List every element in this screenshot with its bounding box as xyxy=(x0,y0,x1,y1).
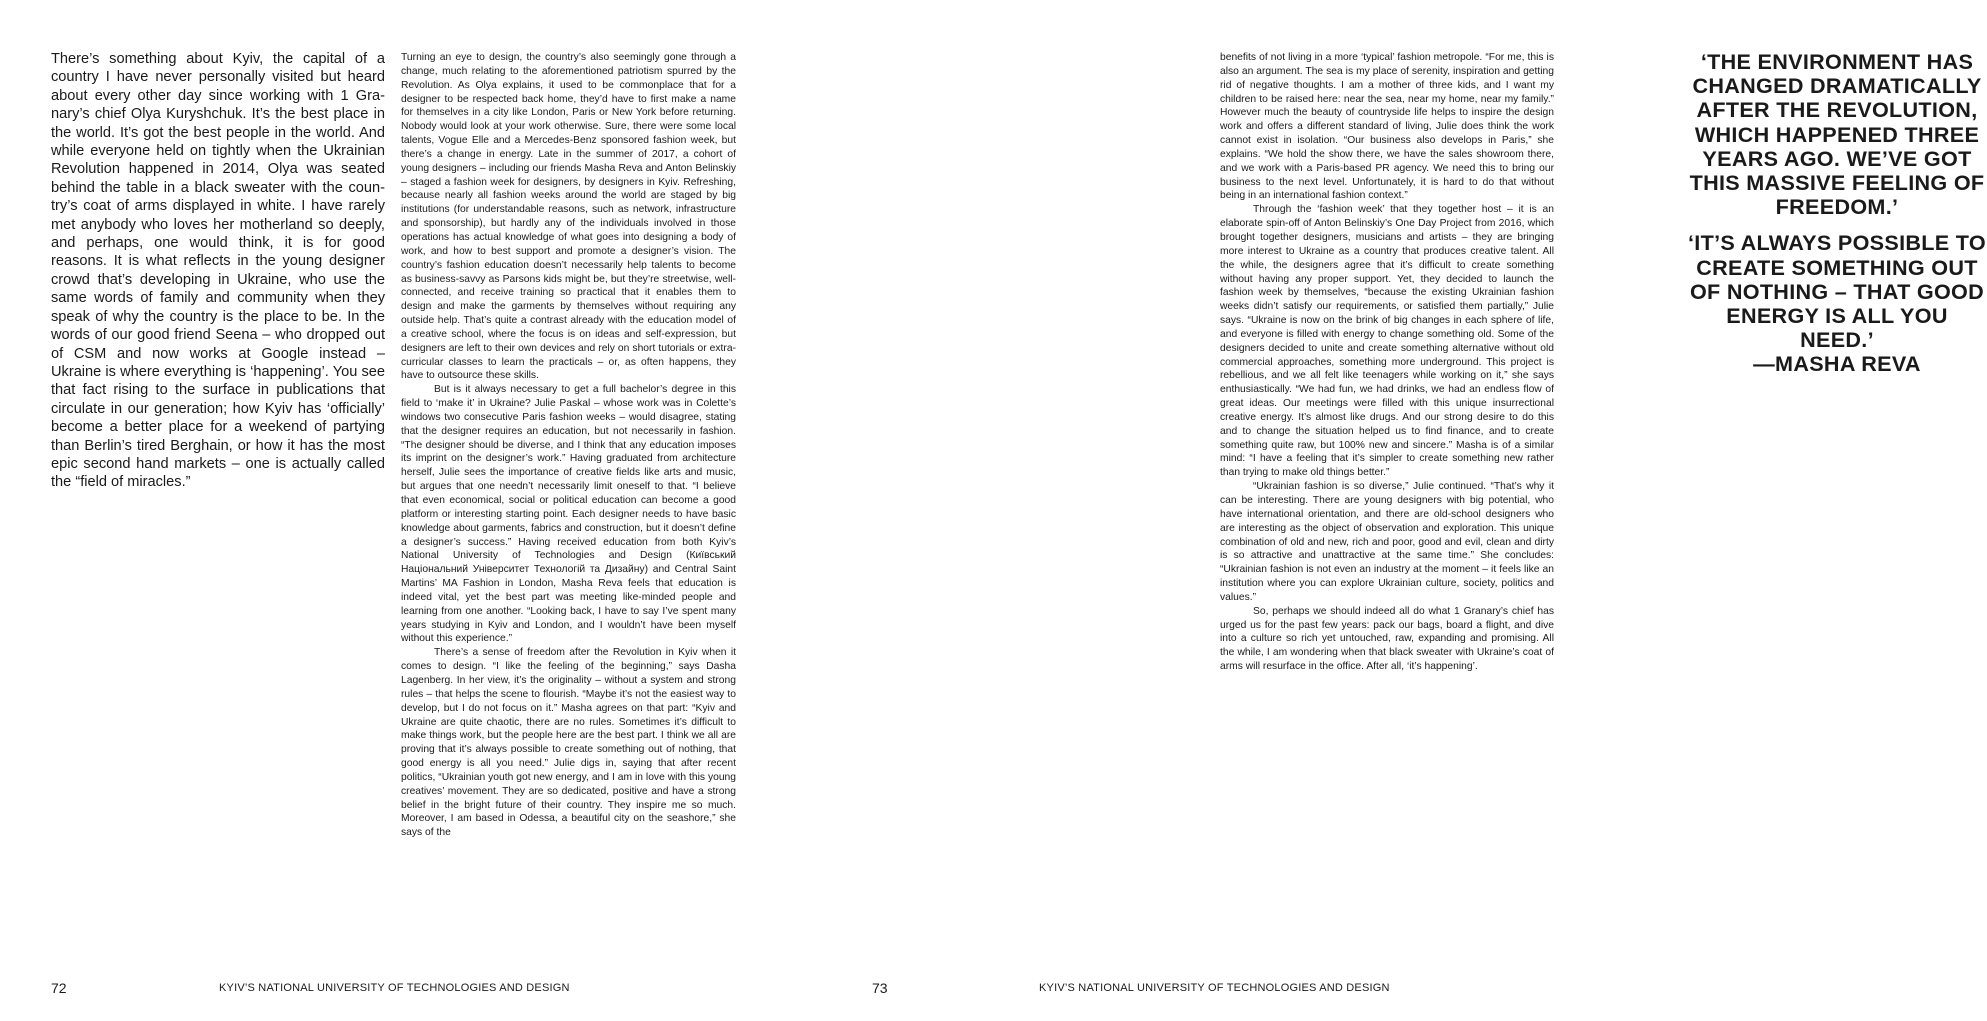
pullquote-1: ‘THE ENVIRONMENT HAS CHANGED DRAMATICALLY AFTER THE REVOLUTION, WHICH HAPPENED THREE YEARS AGO. WE’VE GOT THIS MASSIVE FEELING OF FREEDOM.’ xyxy=(1689,49,1985,220)
body-paragraph: There’s a sense of freedom after the Revolution in Kyiv when it comes to design. “I like the feeling of the beginning,” says Dasha Lagenberg. In her view, it’s the originality – without a system and strong rules – that helps the scene to flourish. “Maybe it’s not the easiest way to develop, but I do not focus on it.” Masha agrees on that part: “Kyiv and Ukraine are quite chaotic, there are no rules. Sometimes it’s difficult to make things work, but the people here are the best part. I think we all are proving that it’s always possible to create something out of nothing, that good energy is all you need.” Julie digs in, saying that after recent politics, “Ukrainian youth got new energy, and I am in love with this young creatives’ movement. They are so dedicated, positive and have a strong belief in the bright future of their country. They inspire me so much. Moreover, I am based in Odessa, a beautiful city on the seashore,” she says of the xyxy=(401,647,736,839)
running-head: KYIV’S NATIONAL UNIVERSITY OF TECHNOLOGIES AND DESIGN xyxy=(219,982,570,994)
body-paragraph: But is it always necessary to get a full bachelor’s degree in this field to ‘make it’ in Ukraine? Julie Paskal – whose work was in Colette’s windows two consecutive Paris fashion weeks – would disagree, stating that the designer requires an education, but not necessarily in fashion. “The designer should be diverse, and I think that any education imposes its imprint on the designer’s work.” Having graduated from architecture herself, Julie sees the importance of creative fields like arts and music, but argues that one needn’t necessarily limit oneself to that. “I believe that even economical, social or political education can become a good platform or interesting starting point. Each designer needs to have basic knowledge about garments, fabrics and construction, but it doesn’t define a designer’s success.” Having received education from both Kyiv’s National University of Technologies and Design (Київський Національний Університет Технологій та Дизайну) and Central Saint Martins’ MA Fashion in London, Masha Reva feels that education is indeed vital, yet the best part was meeting like-minded people and learning from one another. “Looking back, I have to say I’ve spent many years studying in Kyiv and London, and I wouldn’t have been myself without this experience.” xyxy=(401,384,736,645)
page-number: 73 xyxy=(872,980,888,996)
pullquote-2: ‘IT’S ALWAYS POSSIBLE TO CREATE SOMETHING OUT OF NOTHING – THAT GOOD ENERGY IS ALL YOU NEED.’ xyxy=(1688,230,1986,353)
body-paragraph: “Ukrainian fashion is so diverse,” Julie continued. “That’s why it can be interesting. There are young designers with big potential, who have international orientation, and there are old-school designers who are interesting as the object of observation and exploration. This unique combination of old and new, rich and poor, good and evil, clean and dirty is so attractive and unattractive at the same time.” She concludes: “Ukrainian fashion is not even an industry at the moment – it feels like an institution where you can explore Ukrainian culture, society, politics and values.” xyxy=(1220,481,1554,603)
body-column-right xyxy=(1220,51,1554,674)
body-paragraph: benefits of not living in a more ‘typical’ fashion metropole. “For me, this is also an argument. The sea is my place of serenity, inspiration and getting rid of negative thoughts. I am a mother of three kids, and I want my children to be raised here: near the sea, near my home, near my family.” However much the beauty of countryside life helps to inspire the design work and offers a different standard of living, Julie does think the work cannot exist in isolation. “Our business also develops in Paris,” she explains. “We hold the show there, we have the sales showroom there, and we work with a Paris-based PR agency. We need this to bring our business to the next level. Unfortunately, it is hard to do that without being in an international fashion context.” xyxy=(1220,52,1554,202)
running-head: KYIV’S NATIONAL UNIVERSITY OF TECHNOLOGIES AND DESIGN xyxy=(1039,982,1390,994)
pullquotes xyxy=(1687,50,1987,377)
body-column-left xyxy=(401,51,736,840)
body-paragraph: Through the ‘fashion week’ that they together host – it is an elaborate spin-off of Anton Belinskiy’s One Day Project from 2016, which brought together designers, musicians and artists – they are bringing more interest to Ukraine as a country that produces creative talent. All the while, the designers agree that it’s difficult to create something without having any proper support. Yet, they decided to launch the fashion week by themselves, “because the existing Ukrainian fashion weeks didn’t satisfy our requirements, or satisfied them partially,” Julie says. “Ukraine is now on the brink of big changes in each sphere of life, and everyone is filled with energy to change something old. Some of the designers decided to unite and create something alternative without old commercial approaches, something more underground. This project is rebellious, and we all felt like teenagers while working on it,” she says enthusiastically. “We had fun, we had drinks, we had an endless flow of great ideas. Our meetings were filled with this unique insurrectional creative energy. It’s almost like drugs. And our strong desire to do this and to change the situation helped us to find finance, and to create something quite raw, but 100% new and sincere.” Masha is of a similar mind: “I have a feeling that it’s simpler to create something new rather than trying to make old things better.” xyxy=(1220,204,1554,479)
page-number: 72 xyxy=(51,980,67,996)
intro-paragraph: There’s something about Kyiv, the capital of a country I have never personally visited but heard about every other day since working with 1 Granary’s chief Olya Kuryshchuk. It’s the best place in the world. It’s got the best people in the world. And while everyone held on tightly when the Ukrainian Revolution happened in 2014, Olya was seated behind the table in a black sweater with the country’s coat of arms displayed in white. I have rarely met anybody who loves her motherland so deeply, and perhaps, one would think, it is for good reasons. It is what reflects in the young designer crowd that’s developing in Ukraine, who use the same words of family and community when they speak of why the country is the place to be. In the words of our good friend Seena – who dropped out of CSM and now works at Google instead – Ukraine is where everything is ‘happening’. You see that fact rising to the surface in publications that circulate in our generation; how Kyiv has ‘officially’ become a better place for a weekend of partying than Berlin’s tired Berghain, or how it has the most epic second hand markets – one is actually called the “field of miracles.” xyxy=(51,51,385,491)
body-paragraph: So, perhaps we should indeed all do what 1 Granary’s chief has urged us for the past few years: pack our bags, board a flight, and dive into a culture so rich yet untouched, raw, expanding and promising. All the while, I am wondering when that black sweater with Ukraine’s coat of arms will resurface in the office. After all, ‘it’s happening’. xyxy=(1220,605,1554,673)
pullquote-attribution: —MASHA REVA xyxy=(1753,351,1921,377)
left-page xyxy=(0,0,800,1021)
body-paragraph: Turning an eye to design, the country’s also seemingly gone through a change, much relating to the aforementioned patriotism spurred by the Revolution. As Olya explains, it used to be commonplace that for a designer to be respected back home, they’d have to first make a name for themselves in a city like London, Paris or New York before returning. Nobody would look at your work otherwise. Sure, there were some local talents, Vogue Elle and a Mercedes-Benz sponsored fashion week, but there’s a change in energy. Late in the summer of 2017, a cohort of young designers – including our friends Masha Reva and Anton Belinskiy – staged a fashion week for designers, by designers in Kyiv. Refreshing, because nearly all fashion weeks around the world are staged by big institutions (for understandable reasons, such as network, infrastructure and sponsorship), but hardly any of the individuals involved in those operations has actual knowledge of what goes into designing a body of work, and how to best support and promote a designer’s vision. The country’s fashion education doesn’t necessarily help talents to become as business-savvy as Parsons kids might be, but they’re streetwise, well-connected, and receive training so practical that it enables them to design and make the garments by themselves without requiring any outside help. That’s quite a contrast already with the education model of a creative school, where the focus is on ideas and self-expression, but designers are left to their own devices and rely on short tutorials or extra-curricular classes to learn the practicals – or, as often happens, they have to outsource these skills. xyxy=(401,52,736,382)
